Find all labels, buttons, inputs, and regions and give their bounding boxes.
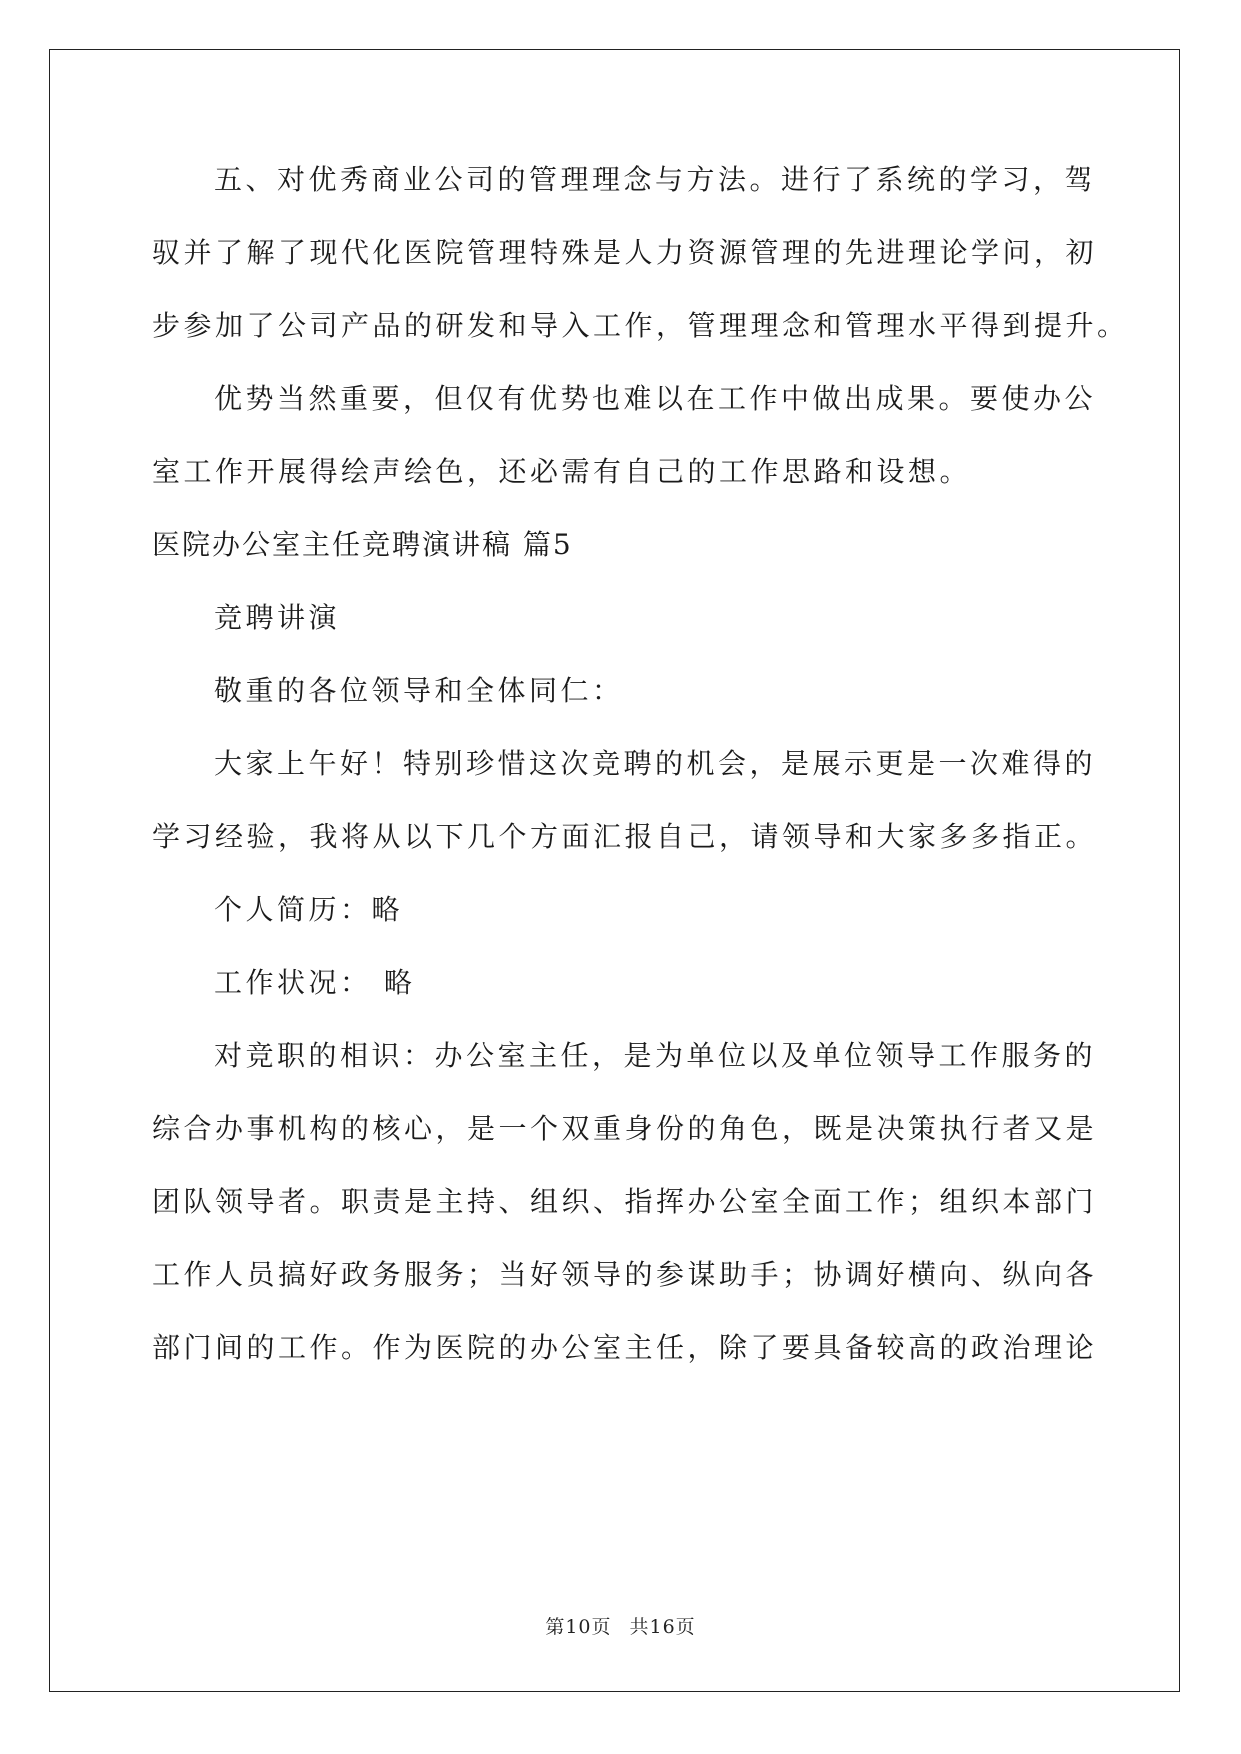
paragraph-line: 大家上午好！特别珍惜这次竞聘的机会，是展示更是一次难得的 xyxy=(214,747,1097,780)
paragraph-line: 综合办事机构的核心，是一个双重身份的角色，既是决策执行者又是 xyxy=(152,1112,1098,1145)
paragraph-line: 优势当然重要，但仅有优势也难以在工作中做出成果。要使办公 xyxy=(214,382,1097,415)
paragraph-line: 团队领导者。职责是主持、组织、指挥办公室全面工作；组织本部门 xyxy=(152,1185,1098,1218)
paragraph-line: 竞聘讲演 xyxy=(214,601,341,634)
paragraph-line: 驭并了解了现代化医院管理特殊是人力资源管理的先进理论学问，初 xyxy=(152,236,1098,269)
paragraph-line: 个人简历：略 xyxy=(214,893,404,926)
paragraph-line: 部门间的工作。作为医院的办公室主任，除了要具备较高的政治理论 xyxy=(152,1331,1098,1364)
page-footer xyxy=(0,1612,1241,1639)
paragraph-line: 五、对优秀商业公司的管理理念与方法。进行了系统的学习，驾 xyxy=(214,163,1097,196)
paragraph-line: 工作人员搞好政务服务；当好领导的参谋助手；协调好横向、纵向各 xyxy=(152,1258,1098,1291)
paragraph-line: 室工作开展得绘声绘色，还必需有自己的工作思路和设想。 xyxy=(152,455,972,488)
page-number: 第10页 xyxy=(545,1616,612,1638)
paragraph-line: 对竞职的相识：办公室主任，是为单位以及单位领导工作服务的 xyxy=(214,1039,1097,1072)
paragraph-line: 步参加了公司产品的研发和导入工作，管理理念和管理水平得到提升。 xyxy=(152,309,1129,342)
page-total: 共16页 xyxy=(629,1616,696,1638)
paragraph-line: 工作状况： 略 xyxy=(214,966,416,999)
paragraph-line: 敬重的各位领导和全体同仁： xyxy=(214,674,624,707)
page-border xyxy=(49,49,1180,1692)
section-heading: 医院办公室主任竞聘演讲稿 篇5 xyxy=(152,528,573,561)
paragraph-line: 学习经验，我将从以下几个方面汇报自己，请领导和大家多多指正。 xyxy=(152,820,1098,853)
